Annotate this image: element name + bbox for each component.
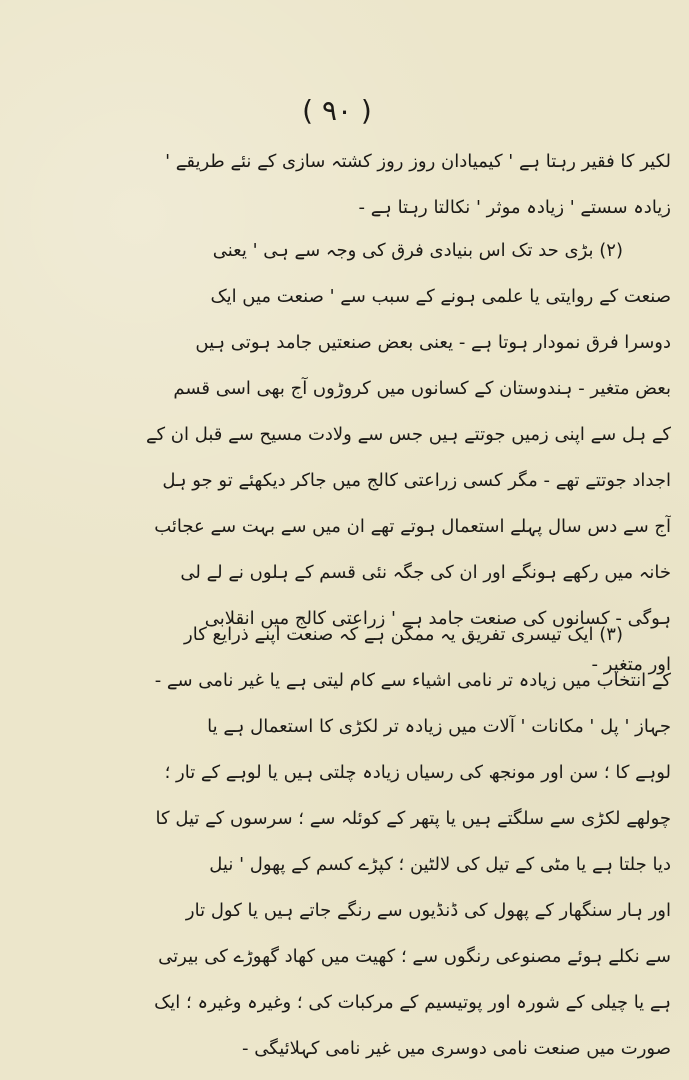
paragraph-3: [96, 612, 671, 1072]
paragraph-2-line: کے ہل سے اپنی زمیں جوتتے ہیں جس سے ولادت مسیح سے قبل ان کے: [145, 424, 671, 445]
paragraph-2-line: دوسرا فرق نمودار ہوتا ہے - یعنی بعض صنعتیں جامد ہوتی ہیں: [195, 332, 671, 353]
paragraph-2-line: (۲) بڑی حد تک اس بنیادی فرق کی وجہ سے ہی ' یعنی: [212, 240, 623, 261]
paragraph-3-line: صورت میں صنعت نامی دوسری میں غیر نامی کہلائیگی -: [242, 1038, 671, 1059]
paragraph-3-line: دیا جلتا ہے یا مٹی کے تیل کی لالٹین ؛ کپڑے کسم کے پھول ' نیل: [209, 854, 671, 875]
paragraph-2-line: آج سے دس سال پہلے استعمال ہوتے تھے ان میں سے بہت سے عجائب: [154, 516, 671, 537]
paragraph-2-line: اجداد جوتتے تھے - مگر کسی زراعتی کالج میں جاکر دیکھئے تو جو ہل: [162, 470, 671, 491]
paragraph-3-line: جہاز ' پل ' مکانات ' آلات میں زیادہ تر لکڑی کا استعمال ہے یا: [207, 716, 671, 737]
page-number: ( ۹۰ ): [302, 94, 372, 127]
paragraph-3-line: کے انتخاب میں زیادہ تر نامی اشیاء سے کام لیتی ہے یا غیر نامی سے -: [154, 670, 671, 691]
paragraph-2-line: ہوگی - کسانوں کی صنعت جامد ہے ' زراعتی کالج میں انقلابی: [204, 608, 671, 629]
paragraph-2-line: اور متغیر -: [591, 654, 671, 675]
paragraph-2-line: خانہ میں رکھے ہونگے اور ان کی جگہ نئی قسم کے ہلوں نے لے لی: [180, 562, 671, 583]
paragraph-2-line: بعض متغیر - ہندوستان کے کسانوں میں کروڑوں آج بھی اسی قسم: [173, 378, 671, 399]
paragraph-3-line: سے نکلے ہوئے مصنوعی رنگوں سے ؛ کھیت میں کھاد گھوڑے کی بیرتی: [158, 946, 671, 967]
paragraph-3-line: چولھے لکڑی سے سلگتے ہیں یا پتھر کے کوئلہ سے ؛ سرسوں کے تیل کا: [155, 808, 671, 829]
paragraph-3-line: (۳) ایک تیسری تفریق یہ ممکن ہے کہ صنعت اپنے ذرایع کار: [184, 624, 623, 645]
paragraph-3-line: ہے یا چیلی کے شورہ اور پوتیسیم کے مرکبات کی ؛ وغیرہ وغیرہ ؛ ایک: [154, 992, 671, 1013]
paragraph-1: [96, 139, 671, 231]
paragraph-1-line: زیادہ سستے ' زیادہ موثر ' نکالتا رہتا ہے -: [358, 197, 671, 218]
paragraph-2-line: صنعت کے روایتی یا علمی ہونے کے سبب سے ' صنعت میں ایک: [210, 286, 671, 307]
paragraph-3-line: اور ہار سنگھار کے پھول کی ڈنڈیوں سے رنگے جاتے ہیں یا کول تار: [185, 900, 671, 921]
paragraph-3-line: لوہے کا ؛ سن اور مونجھ کی رسیاں زیادہ چلتی ہیں یا لوہے کے تار ؛: [164, 762, 671, 783]
paragraph-1-line: لکیر کا فقیر رہتا ہے ' کیمیادان روز روز کشتہ سازی کے نئے طریقے ': [165, 151, 671, 172]
